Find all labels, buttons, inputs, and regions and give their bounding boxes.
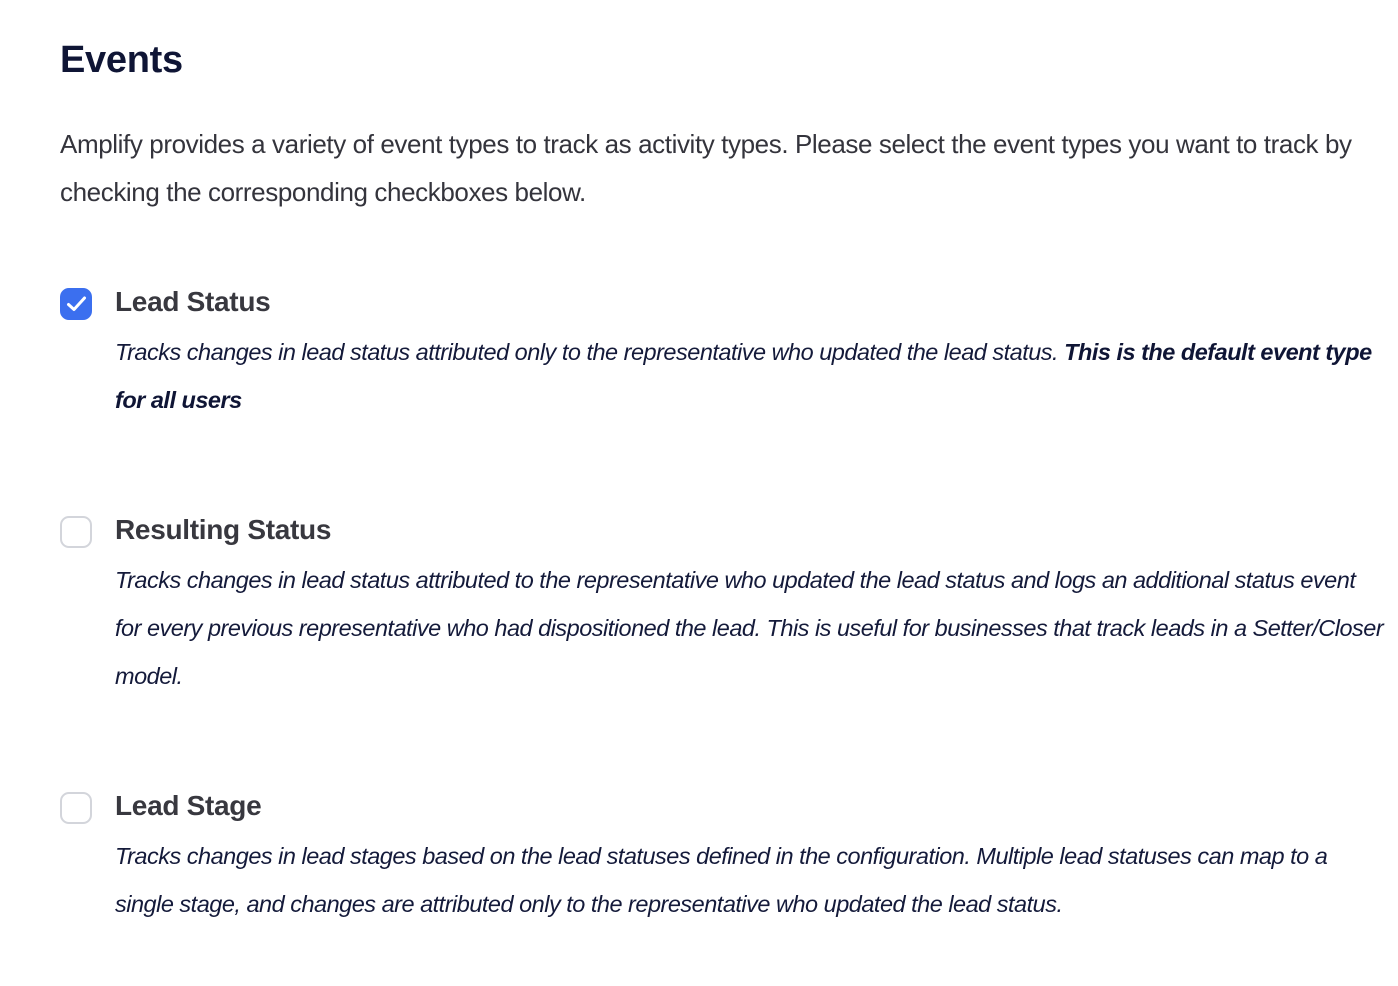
lead-status-default-note: This is the default event type for all users: [115, 339, 1372, 413]
resulting-status-description: Tracks changes in lead status attributed to the representative who updated the lead status and logs an additional status event for every previous representative who had dispositioned the lead. This is useful for businesses that track leads in a Setter/Closer model.: [115, 567, 1384, 689]
lead-status-title: Lead Status: [115, 286, 271, 317]
lead-status-checkbox[interactable]: [60, 288, 92, 320]
lead-status-description: [115, 328, 1385, 424]
page-title: Events: [60, 39, 183, 81]
lead-status-description-text: Tracks changes in lead status attributed only to the representative who updated the lead status.: [115, 339, 1059, 365]
resulting-status-title: Resulting Status: [115, 514, 332, 545]
resulting-status-checkbox[interactable]: [60, 516, 92, 548]
page-intro: Amplify provides a variety of event types to track as activity types. Please select the event types you want to track by checking the corresponding checkboxes below.: [60, 129, 1352, 207]
lead-stage-checkbox[interactable]: [60, 792, 92, 824]
checkmark-icon: [66, 295, 87, 313]
lead-stage-title: Lead Stage: [115, 790, 262, 821]
lead-stage-description: Tracks changes in lead stages based on the lead statuses defined in the configuration. Multiple lead statuses can map to a single stage, and changes are attributed only to the representative who updated the lead status.: [115, 843, 1328, 917]
